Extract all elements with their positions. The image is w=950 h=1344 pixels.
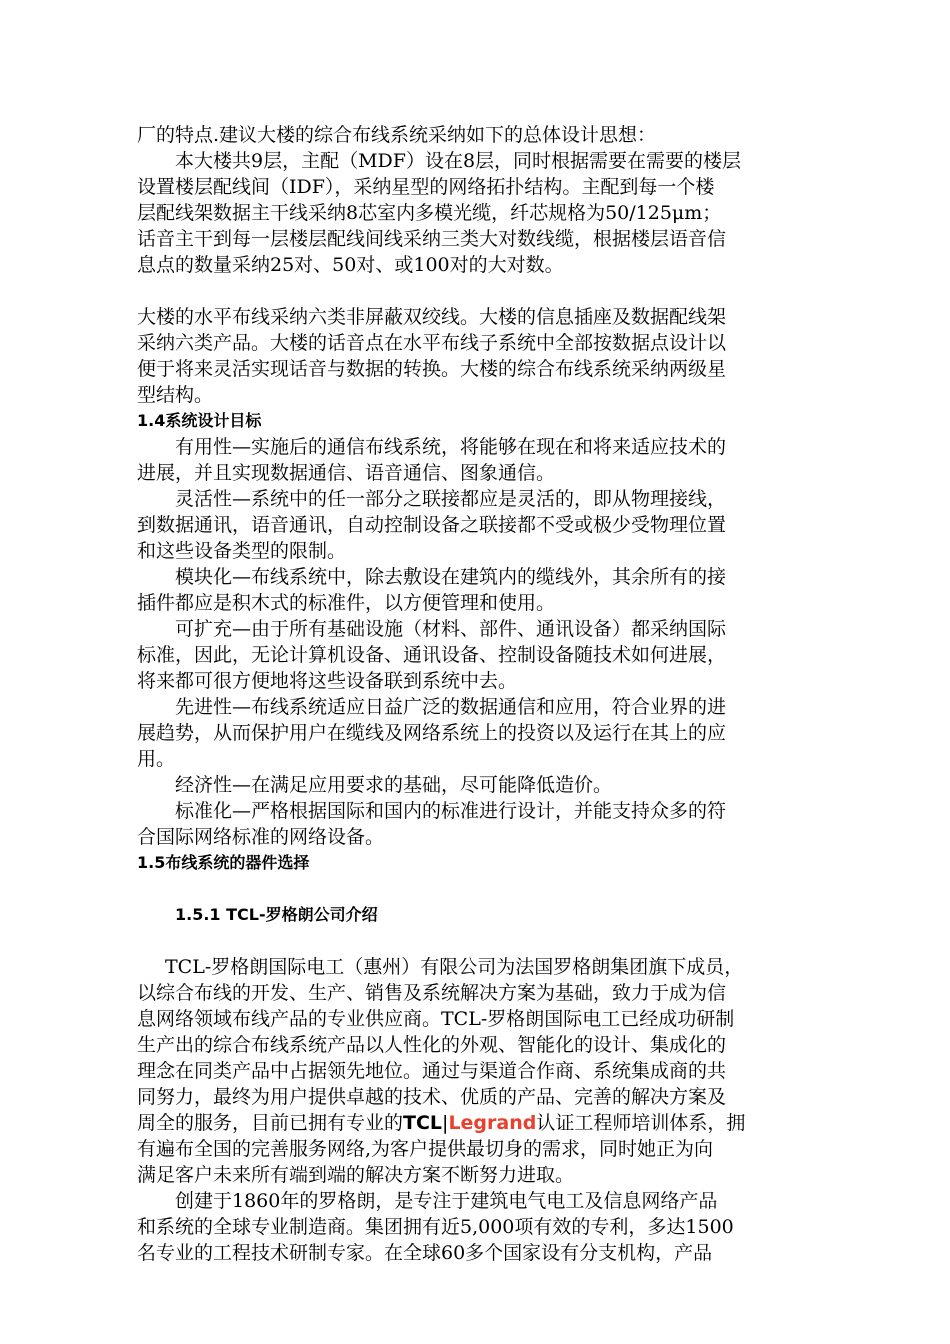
goal-line: 展趋势，从而保护用户在缆线及网络系统上的投资以及运行在其上的应	[137, 722, 727, 744]
section-heading-1-5-1: 1.5.1 TCL-罗格朗公司介绍	[175, 905, 378, 924]
blank-line	[137, 278, 837, 304]
text-line: 息点的数量采纳25对、50对、或100对的大对数。	[137, 254, 564, 276]
goal-line: 标准化—严格根据国际和国内的标准进行设计，并能支持众多的符	[175, 800, 727, 822]
goal-line: 模块化—布线系统中，除去敷设在建筑内的缆线外，其余所有的接	[175, 566, 727, 588]
text-line: 创建于1860年的罗格朗，是专注于建筑电气电工及信息网络产品	[175, 1190, 718, 1212]
paragraph-horizontal-cabling	[137, 304, 837, 408]
blank-line	[137, 928, 837, 954]
text-line-brand	[137, 1110, 837, 1136]
paragraph-company-intro	[137, 954, 837, 1188]
goal-line: 标准，因此，无论计算机设备、通讯设备、控制设备随技术如何进展，	[137, 644, 727, 666]
text-line: 便于将来灵活实现话音与数据的转换。大楼的综合布线系统采纳两级星	[137, 358, 727, 380]
goal-line: 和这些设备类型的限制。	[137, 540, 347, 562]
text-line: 采纳六类产品。大楼的话音点在水平布线子系统中全部按数据点设计以	[137, 332, 727, 354]
paragraph-design-idea	[137, 122, 837, 278]
brand-legrand: Legrand	[448, 1112, 537, 1134]
text-line: 和系统的全球专业制造商。集团拥有近5,000项有效的专利，多达1500	[137, 1216, 734, 1238]
text-line: 名专业的工程技术研制专家。在全球60多个国家设有分支机构，产品	[137, 1242, 713, 1264]
text-line: 设置楼层配线间（IDF），采纳星型的网络拓扑结构。主配到每一个楼	[137, 176, 715, 198]
goal-line: 用。	[137, 748, 176, 770]
goal-line: 将来都可很方便地将这些设备联到系统中去。	[137, 670, 518, 692]
text-line: 话音主干到每一层楼层配线间线采纳三类大对数线缆，根据楼层语音信	[137, 228, 727, 250]
text-line: 同努力，最终为用户提供卓越的技术、优质的产品、完善的解决方案及	[137, 1086, 727, 1108]
document-body	[137, 122, 837, 1266]
goal-line: 到数据通讯，语音通讯，自动控制设备之联接都不受或极少受物理位置	[137, 514, 727, 536]
paragraph-legrand-history	[137, 1188, 837, 1266]
text-line: TCL-罗格朗国际电工（惠州）有限公司为法国罗格朗集团旗下成员，	[165, 956, 744, 978]
brand-tcl: TCL	[403, 1112, 443, 1134]
text-line: 满足客户未来所有端到端的解决方案不断努力进取。	[137, 1164, 575, 1186]
text-line: 息网络领域布线产品的专业供应商。TCL-罗格朗国际电工已经成功研制	[137, 1008, 735, 1030]
goal-line: 合国际网络标准的网络设备。	[137, 826, 385, 848]
text-line: 理念在同类产品中占据领先地位。通过与渠道合作商、系统集成商的共	[137, 1060, 727, 1082]
design-goals	[137, 434, 837, 850]
text-line: 本大楼共9层，主配（MDF）设在8层，同时根据需要在需要的楼层	[175, 150, 742, 172]
goal-line: 有用性—实施后的通信布线系统，将能够在现在和将来适应技术的	[175, 436, 727, 458]
brand-separator: |	[442, 1112, 449, 1134]
text-line: 型结构。	[137, 384, 214, 406]
text-segment: 认证工程师培训体系，拥	[536, 1112, 746, 1134]
text-line: 层配线架数据主干线采纳8芯室内多模光缆，纤芯规格为50/125μm；	[137, 202, 722, 224]
goal-line: 插件都应是积木式的标准件，以方便管理和使用。	[137, 592, 556, 614]
goal-line: 先进性—布线系统适应日益广泛的数据通信和应用，符合业界的进	[175, 696, 727, 718]
text-line: 厂的特点.建议大楼的综合布线系统采纳如下的总体设计思想：	[137, 124, 657, 146]
text-segment: 周全的服务，目前已拥有专业的	[137, 1112, 404, 1134]
text-line: 大楼的水平布线采纳六类非屏蔽双绞线。大楼的信息插座及数据配线架	[137, 306, 727, 328]
blank-line	[137, 876, 837, 902]
section-heading-1-5: 1.5布线系统的器件选择	[137, 853, 310, 872]
text-line: 有遍布全国的完善服务网络,为客户提供最切身的需求，同时她正为向	[137, 1138, 714, 1160]
section-heading-1-4: 1.4系统设计目标	[137, 411, 262, 430]
goal-line: 进展，并且实现数据通信、语音通信、图象通信。	[137, 462, 556, 484]
goal-line: 经济性—在满足应用要求的基础，尽可能降低造价。	[175, 774, 613, 796]
text-line: 生产出的综合布线系统产品以人性化的外观、智能化的设计、集成化的	[137, 1034, 727, 1056]
text-line: 以综合布线的开发、生产、销售及系统解决方案为基础，致力于成为信	[137, 982, 727, 1004]
goal-line: 灵活性—系统中的任一部分之联接都应是灵活的，即从物理接线，	[175, 488, 727, 510]
goal-line: 可扩充—由于所有基础设施（材料、部件、通讯设备）都采纳国际	[175, 618, 727, 640]
